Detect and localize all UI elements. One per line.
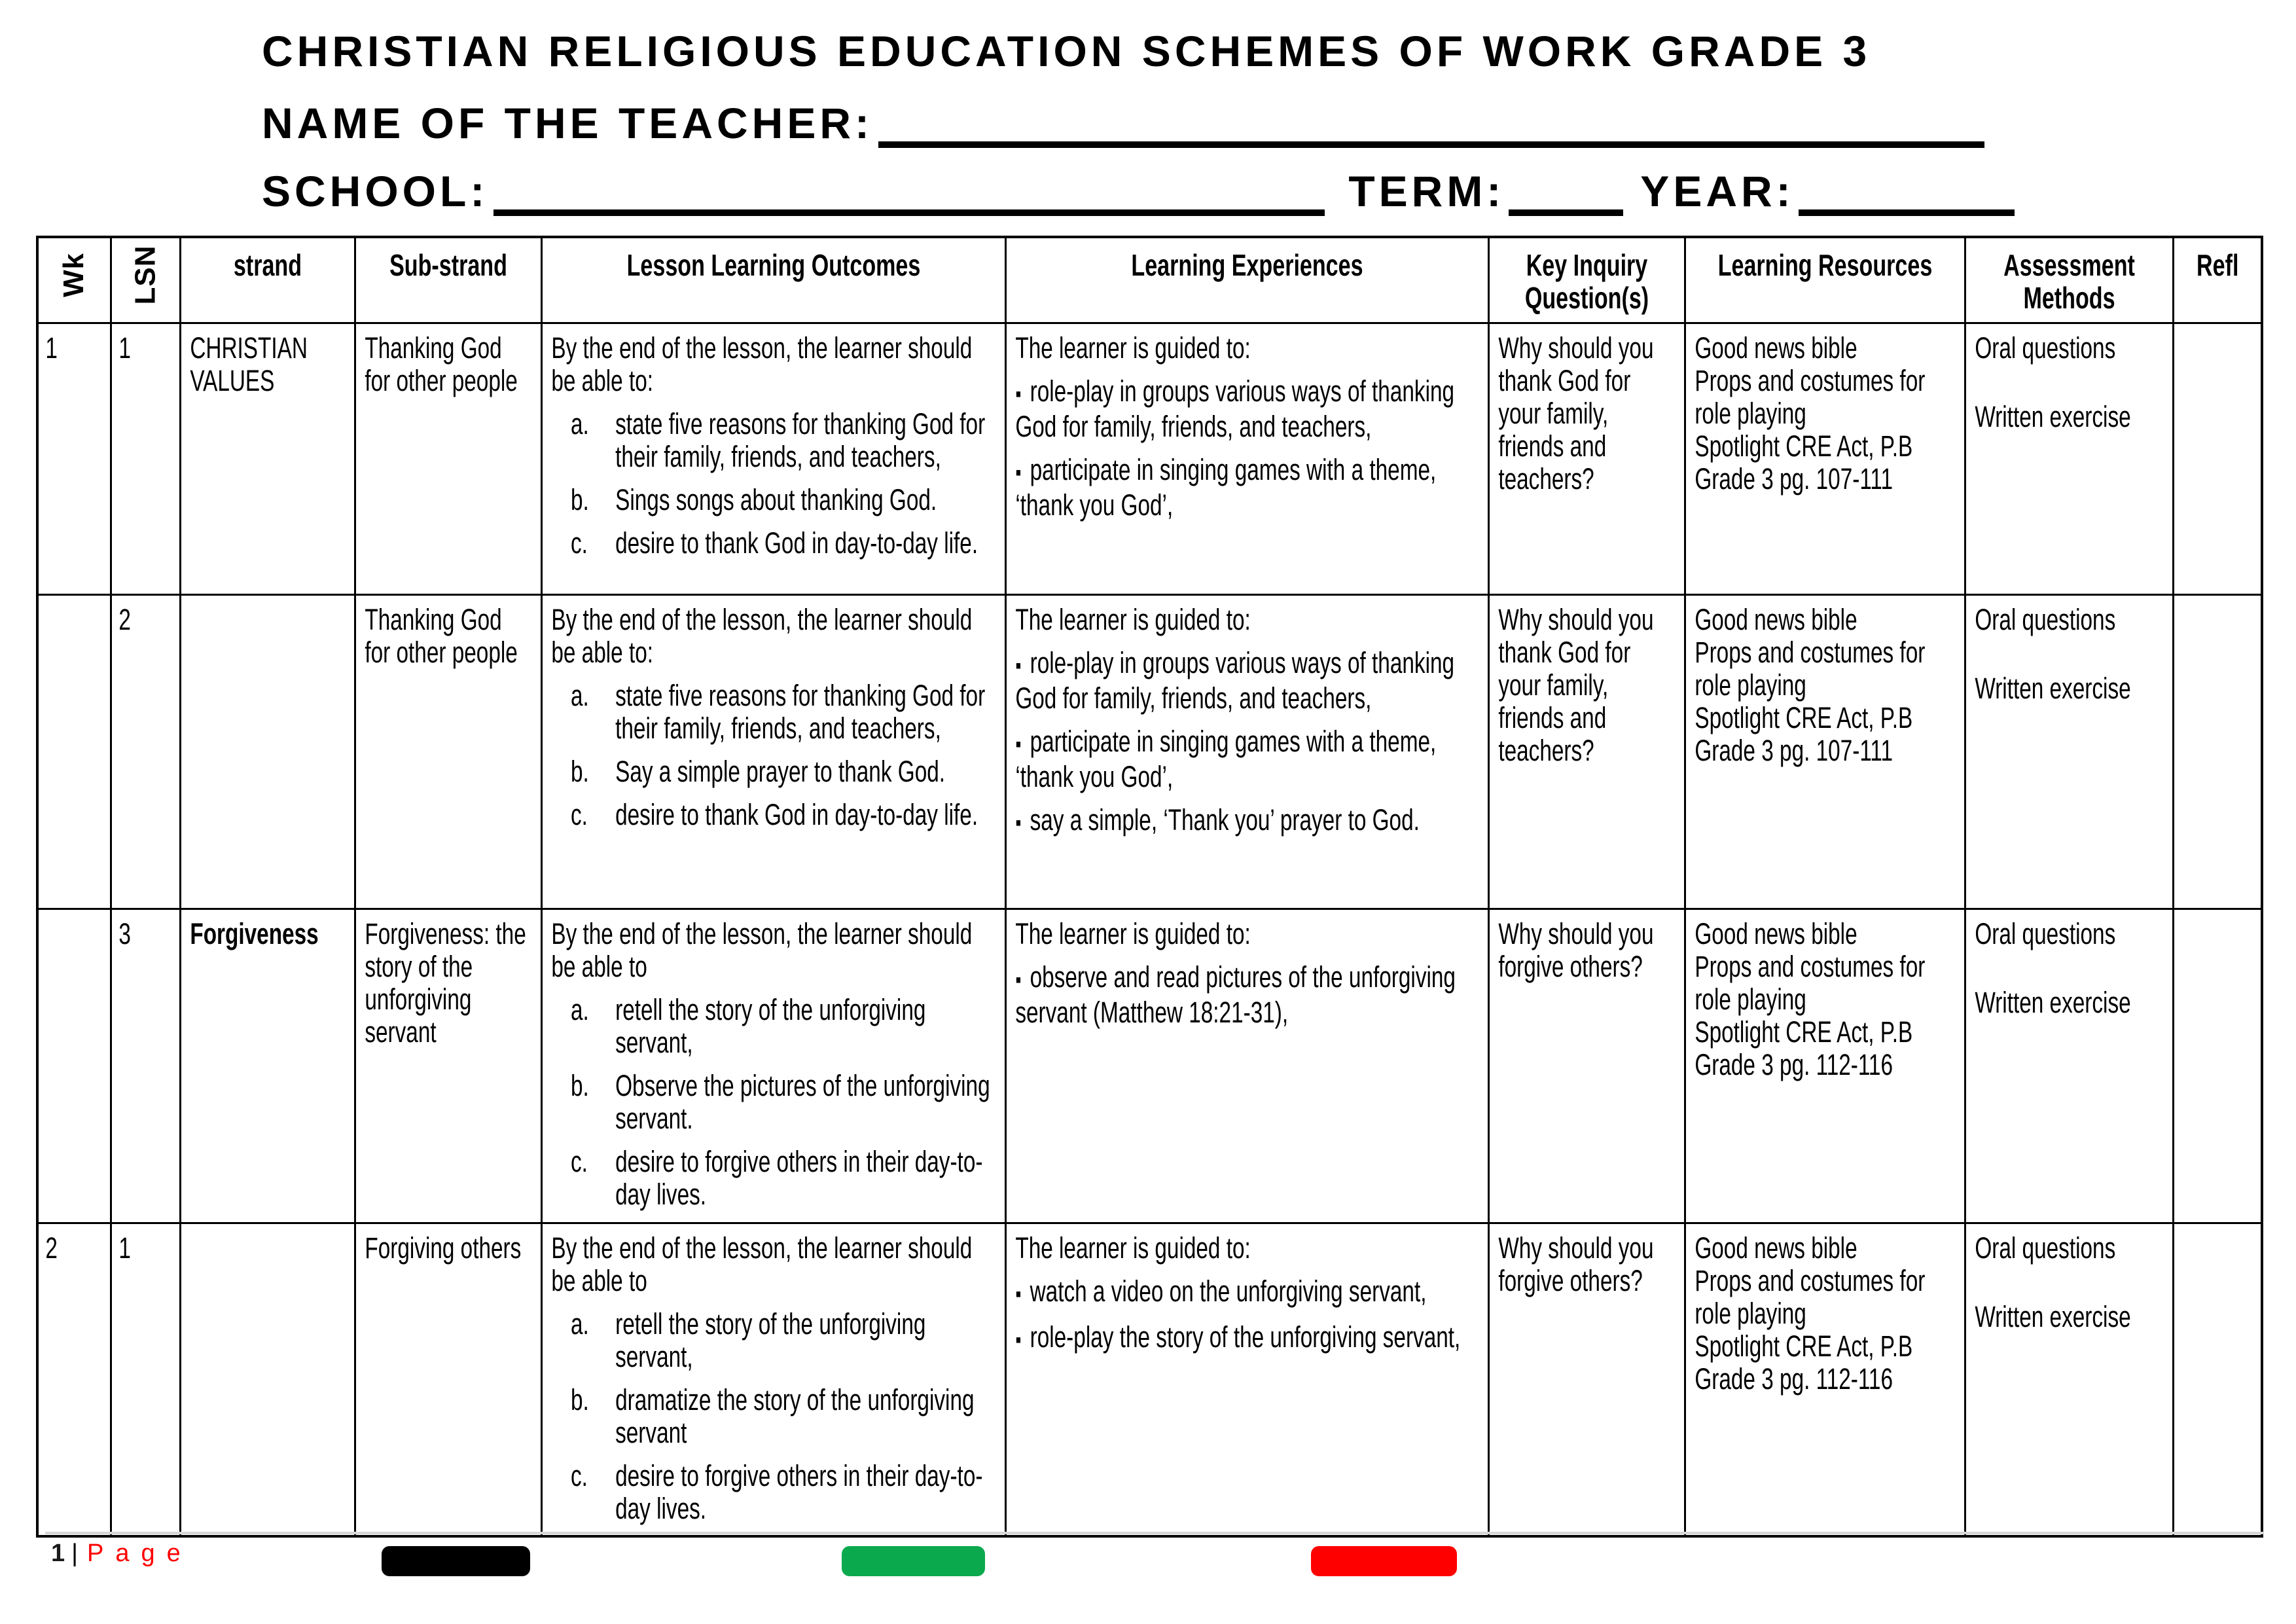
resource-line: Props and costumes for role playing <box>1694 1264 1925 1330</box>
sub-strand-cell: Forgiving others <box>355 1223 541 1536</box>
outcome-item <box>551 994 996 1059</box>
experiences-cell <box>1005 323 1488 595</box>
outcome-text: Observe the pictures of the unforgiving servant. <box>615 1069 990 1135</box>
outcome-marker: a. <box>570 679 589 712</box>
key-inquiry-cell: Why should you forgive others? <box>1488 1223 1685 1536</box>
assessment-line: Written exercise <box>1974 672 2131 705</box>
table-row <box>37 1223 2262 1536</box>
outcome-marker: c. <box>570 798 588 831</box>
experiences-intro: The learner is guided to: <box>1014 917 1251 950</box>
assessment-cell <box>1965 595 2173 909</box>
assessment-line: Written exercise <box>1974 986 2131 1019</box>
assessment-line: Written exercise <box>1974 400 2131 433</box>
header-cell-resources: Learning Resources <box>1685 237 1965 323</box>
header-cell-assessment: Assessment Methods <box>1965 237 2173 323</box>
school-underline <box>493 171 1325 216</box>
resource-line: Props and costumes for role playing <box>1694 636 1925 702</box>
resource-line: Spotlight CRE Act, P.B Grade 3 pg. 107-111 <box>1694 429 1912 496</box>
header-cell-outcomes: Lesson Learning Outcomes <box>541 237 1005 323</box>
bullet-icon: ▪ <box>1014 732 1021 757</box>
experience-text: role-play the story of the unforgiving servant, <box>1030 1320 1460 1354</box>
strand-cell <box>180 1223 355 1536</box>
header-cell-strand: strand <box>180 237 355 323</box>
outcome-item <box>551 408 996 473</box>
strand-cell: Forgiveness <box>180 909 355 1223</box>
resource-line: Good news bible <box>1694 603 1857 636</box>
resources-cell <box>1685 323 1965 595</box>
table-row <box>37 909 2262 1223</box>
bullet-icon: ▪ <box>1014 382 1021 406</box>
assessment-line: Oral questions <box>1974 917 2115 950</box>
experience-item <box>1015 961 1479 1029</box>
strand-cell: CHRISTIAN VALUES <box>180 323 355 595</box>
schemes-of-work-table <box>36 236 2263 1538</box>
outcome-item <box>551 799 996 831</box>
outcome-marker: b. <box>570 1383 589 1416</box>
resource-line: Props and costumes for role playing <box>1694 364 1925 430</box>
assessment-line: Written exercise <box>1974 1300 2131 1333</box>
lesson-cell: 1 <box>111 323 180 595</box>
outcomes-intro: By the end of the lesson, the learner should be able to <box>550 917 972 983</box>
bullet-icon: ▪ <box>1014 1282 1021 1307</box>
refl-cell <box>2173 323 2262 595</box>
week-cell: 2 <box>37 1223 111 1536</box>
experience-item <box>1015 1321 1479 1356</box>
refl-cell <box>2173 909 2262 1223</box>
assessment-cell <box>1965 909 2173 1223</box>
experience-item <box>1015 375 1479 443</box>
outcomes-intro: By the end of the lesson, the learner should be able to <box>550 1231 972 1297</box>
outcomes-intro: By the end of the lesson, the learner should be able to: <box>550 603 972 669</box>
outcome-text: desire to forgive others in their day-to-day lives. <box>615 1459 982 1525</box>
experience-item <box>1015 647 1479 715</box>
resources-cell <box>1685 595 1965 909</box>
outcome-text: state five reasons for thanking God for their family, friends, and teachers, <box>615 407 985 473</box>
key-inquiry-cell: Why should you forgive others? <box>1488 909 1685 1223</box>
year-label: YEAR: <box>1640 167 1795 215</box>
sub-strand-cell: Thanking God for other people <box>355 595 541 909</box>
strand-cell <box>180 595 355 909</box>
experiences-intro: The learner is guided to: <box>1014 331 1251 365</box>
resources-cell <box>1685 1223 1965 1536</box>
outcomes-cell <box>541 323 1005 595</box>
experiences-cell <box>1005 595 1488 909</box>
outcome-item <box>551 484 996 516</box>
outcomes-cell <box>541 1223 1005 1536</box>
school-term-year-line <box>262 166 2015 216</box>
outcomes-cell <box>541 909 1005 1223</box>
term-label: TERM: <box>1348 167 1505 215</box>
experiences-cell <box>1005 909 1488 1223</box>
resource-line: Spotlight CRE Act, P.B Grade 3 pg. 112-116 <box>1694 1329 1912 1396</box>
outcome-item <box>551 527 996 560</box>
refl-cell <box>2173 595 2262 909</box>
resource-line: Spotlight CRE Act, P.B Grade 3 pg. 112-116 <box>1694 1015 1912 1081</box>
outcome-text: dramatize the story of the unforgiving servant <box>615 1383 975 1449</box>
bullet-icon: ▪ <box>1014 1327 1021 1352</box>
outcome-item <box>551 1146 996 1211</box>
year-underline <box>1799 171 2015 216</box>
outcome-marker: b. <box>570 483 589 516</box>
bullet-icon: ▪ <box>1014 653 1021 678</box>
outcome-item <box>551 755 996 788</box>
bullet-icon: ▪ <box>1014 967 1021 992</box>
table-row <box>37 595 2262 909</box>
lesson-cell: 2 <box>111 595 180 909</box>
experience-text: role-play in groups various ways of thanking God for family, friends, and teachers, <box>1014 646 1454 715</box>
assessment-cell <box>1965 323 2173 595</box>
experience-item <box>1015 454 1479 522</box>
assessment-cell <box>1965 1223 2173 1536</box>
outcome-text: Say a simple prayer to thank God. <box>615 755 945 788</box>
outcome-item <box>551 1384 996 1449</box>
teacher-name-label: NAME OF THE TEACHER: <box>262 99 873 147</box>
assessment-line: Oral questions <box>1974 603 2115 636</box>
resource-line: Good news bible <box>1694 1231 1857 1265</box>
experiences-cell <box>1005 1223 1488 1536</box>
sub-strand-cell: Thanking God for other people <box>355 323 541 595</box>
redaction-bar-black <box>382 1546 530 1576</box>
resource-line: Spotlight CRE Act, P.B Grade 3 pg. 107-111 <box>1694 701 1912 767</box>
experience-text: participate in singing games with a theme, ‘thank you God’, <box>1014 725 1436 793</box>
experiences-intro: The learner is guided to: <box>1014 603 1251 636</box>
outcome-marker: b. <box>570 755 589 788</box>
outcome-text: Sings songs about thanking God. <box>615 483 937 516</box>
experience-text: watch a video on the unforgiving servant, <box>1030 1274 1426 1308</box>
sub-strand-cell: Forgiveness: the story of the unforgiving servant <box>355 909 541 1223</box>
table-row <box>37 323 2262 595</box>
experience-item <box>1015 1275 1479 1310</box>
header-row <box>37 237 2262 323</box>
outcome-marker: c. <box>570 526 588 560</box>
resource-line: Props and costumes for role playing <box>1694 950 1925 1016</box>
experience-item <box>1015 804 1479 839</box>
page-number: 1 <box>51 1540 65 1567</box>
outcome-item <box>551 679 996 745</box>
footer-separator: | <box>71 1540 79 1567</box>
header-cell-wk <box>37 237 111 323</box>
header-cell-refl: Refl <box>2173 237 2262 323</box>
refl-cell <box>2173 1223 2262 1536</box>
outcome-text: desire to forgive others in their day-to-day lives. <box>615 1145 982 1211</box>
assessment-line: Oral questions <box>1974 1231 2115 1265</box>
lesson-cell: 1 <box>111 1223 180 1536</box>
resource-line: Good news bible <box>1694 331 1857 365</box>
lesson-cell: 3 <box>111 909 180 1223</box>
outcome-item <box>551 1460 996 1525</box>
header-cell-experiences: Learning Experiences <box>1005 237 1488 323</box>
experience-item <box>1015 725 1479 793</box>
page-label: Page <box>87 1540 192 1567</box>
teacher-name-underline <box>878 103 1984 148</box>
key-inquiry-cell: Why should you thank God for your family, friends and teachers? <box>1488 323 1685 595</box>
outcome-marker: b. <box>570 1069 589 1102</box>
outcome-text: retell the story of the unforgiving servant, <box>615 1307 925 1373</box>
outcome-marker: c. <box>570 1145 588 1178</box>
term-underline <box>1509 171 1623 216</box>
outcomes-intro: By the end of the lesson, the learner should be able to: <box>550 331 972 397</box>
footer-rule <box>45 1532 2264 1534</box>
outcome-item <box>551 1308 996 1373</box>
resource-line: Good news bible <box>1694 917 1857 950</box>
experience-text: participate in singing games with a theme, ‘thank you God’, <box>1014 453 1436 522</box>
header-cell-sub-strand: Sub-strand <box>355 237 541 323</box>
outcome-text: desire to thank God in day-to-day life. <box>615 798 978 831</box>
experience-text: observe and read pictures of the unforgiving servant (Matthew 18:21-31), <box>1014 960 1456 1029</box>
outcome-marker: a. <box>570 1307 589 1341</box>
wk-header-label: Wk <box>58 253 90 297</box>
experiences-intro: The learner is guided to: <box>1014 1231 1251 1265</box>
header-cell-key-inquiry: Key Inquiry Question(s) <box>1488 237 1685 323</box>
week-cell: 1 <box>37 323 111 595</box>
bullet-icon: ▪ <box>1014 810 1021 835</box>
school-label: SCHOOL: <box>262 167 489 215</box>
outcome-text: desire to thank God in day-to-day life. <box>615 526 978 560</box>
outcome-marker: a. <box>570 993 589 1026</box>
outcome-marker: a. <box>570 407 589 441</box>
page-title: CHRISTIAN RELIGIOUS EDUCATION SCHEMES OF WORK GRADE 3 <box>262 27 1871 75</box>
bullet-icon: ▪ <box>1014 460 1021 485</box>
teacher-name-line <box>262 98 1984 148</box>
resources-cell <box>1685 909 1965 1223</box>
week-cell <box>37 909 111 1223</box>
experience-text: role-play in groups various ways of thanking God for family, friends, and teachers, <box>1014 374 1454 443</box>
outcome-item <box>551 1070 996 1135</box>
outcome-marker: c. <box>570 1459 588 1492</box>
lsn-header-label: LSN <box>129 245 161 305</box>
key-inquiry-cell: Why should you thank God for your family, friends and teachers? <box>1488 595 1685 909</box>
redaction-bar-red <box>1311 1546 1457 1576</box>
outcomes-cell <box>541 595 1005 909</box>
redaction-bar-green <box>842 1546 985 1576</box>
header-cell-lsn <box>111 237 180 323</box>
outcome-text: state five reasons for thanking God for their family, friends, and teachers, <box>615 679 985 745</box>
assessment-line: Oral questions <box>1974 331 2115 365</box>
week-cell <box>37 595 111 909</box>
footer <box>51 1540 192 1568</box>
experience-text: say a simple, ‘Thank you’ prayer to God. <box>1030 803 1420 837</box>
outcome-text: retell the story of the unforgiving servant, <box>615 993 925 1059</box>
